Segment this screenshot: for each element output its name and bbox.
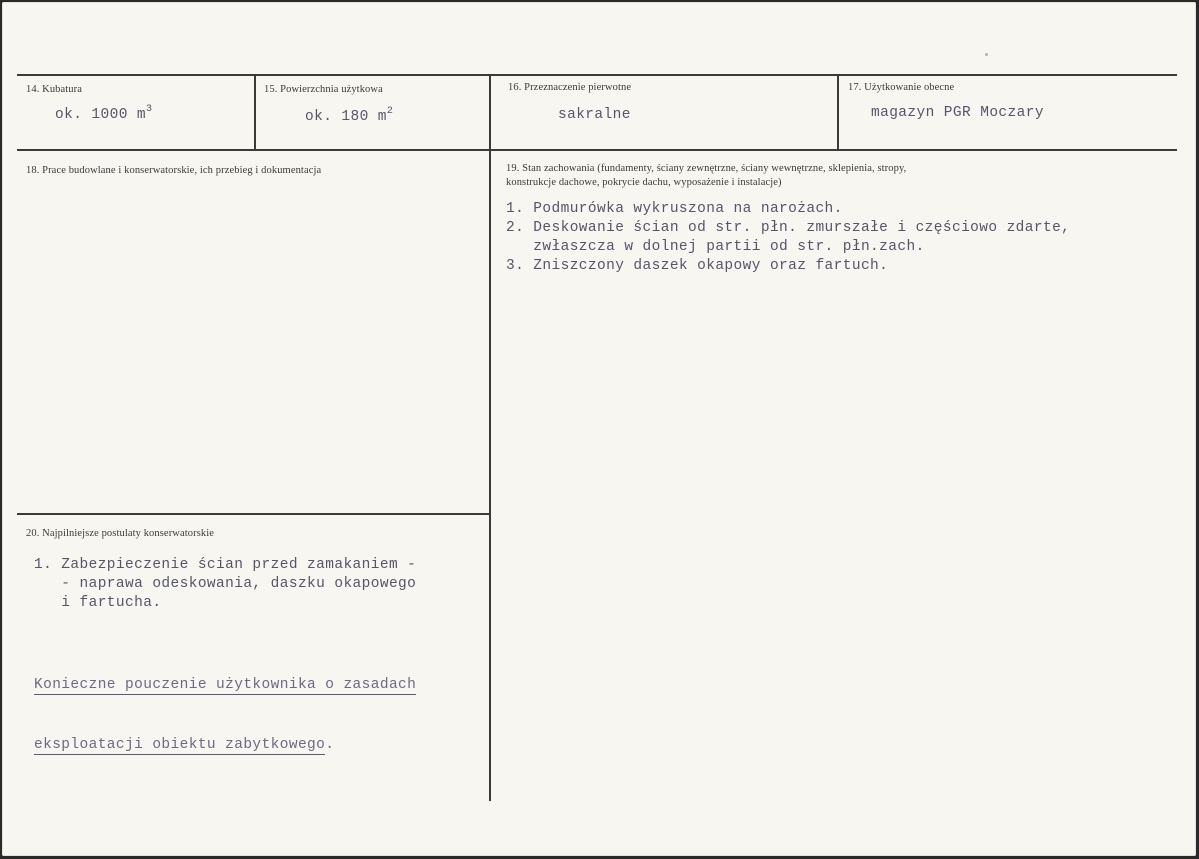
field-19-label-line-1: 19. Stan zachowania (fundamenty, ściany zewnętrzne, ściany wewnętrzne, sklepienia, stropy, xyxy=(506,163,907,174)
top-rule xyxy=(17,74,1177,76)
list-item: - naprawa odeskowania, daszku okapowego xyxy=(34,576,417,592)
field-14-label: 14. Kubatura xyxy=(26,84,83,95)
field-20-list xyxy=(34,556,416,613)
list-item: 1. Zabezpieczenie ścian przed zamakaniem - xyxy=(34,557,417,573)
paper-speck xyxy=(985,53,988,56)
list-item: 3. Zniszczony daszek okapowy oraz fartuch. xyxy=(506,258,889,274)
row-rule xyxy=(17,149,1177,151)
col-divider-15-16 xyxy=(489,75,491,801)
field-16-value: sakralne xyxy=(558,107,631,123)
section-rule-20 xyxy=(17,513,489,515)
field-14-value: ok. 1000 $m^3$ xyxy=(55,104,153,123)
inventory-card xyxy=(2,2,1196,856)
field-16-label: 16. Przeznaczenie pierwotne xyxy=(508,82,632,93)
list-item: 1. Podmurówka wykruszona na narożach. xyxy=(506,201,843,217)
field-17-value: magazyn PGR Moczary xyxy=(871,105,1044,121)
note-end: . xyxy=(325,737,335,753)
col-divider-16-17 xyxy=(837,75,839,151)
field-19-label-line-2: konstrukcje dachowe, pokrycie dachu, wyposażenie i instalacje) xyxy=(506,177,782,189)
field-17-label: 17. Użytkowanie obecne xyxy=(848,82,955,93)
col-divider-14-15 xyxy=(254,75,256,151)
field-20-label: 20. Najpilniejsze postulaty konserwatorskie xyxy=(26,528,215,539)
note-line-1: Konieczne pouczenie użytkownika o zasadach xyxy=(34,677,417,693)
list-item: 2. Deskowanie ścian od str. płn. zmurszałe i częściowo zdarte, xyxy=(506,220,1071,236)
field-15-label: 15. Powierzchnia użytkowa xyxy=(264,84,383,95)
field-20-note xyxy=(34,635,416,795)
field-18-label: 18. Prace budowlane i konserwatorskie, ich przebieg i dokumentacja xyxy=(26,165,322,176)
list-item: zwłaszcza w dolnej partii od str. płn.zach. xyxy=(506,239,925,255)
field-19-list xyxy=(506,200,1070,276)
list-item: i fartucha. xyxy=(34,595,162,611)
field-19-label xyxy=(506,162,906,190)
note-line-2: eksploatacji obiektu zabytkowego xyxy=(34,737,326,753)
field-15-value: ok. 180 $m^2$ xyxy=(305,106,394,125)
